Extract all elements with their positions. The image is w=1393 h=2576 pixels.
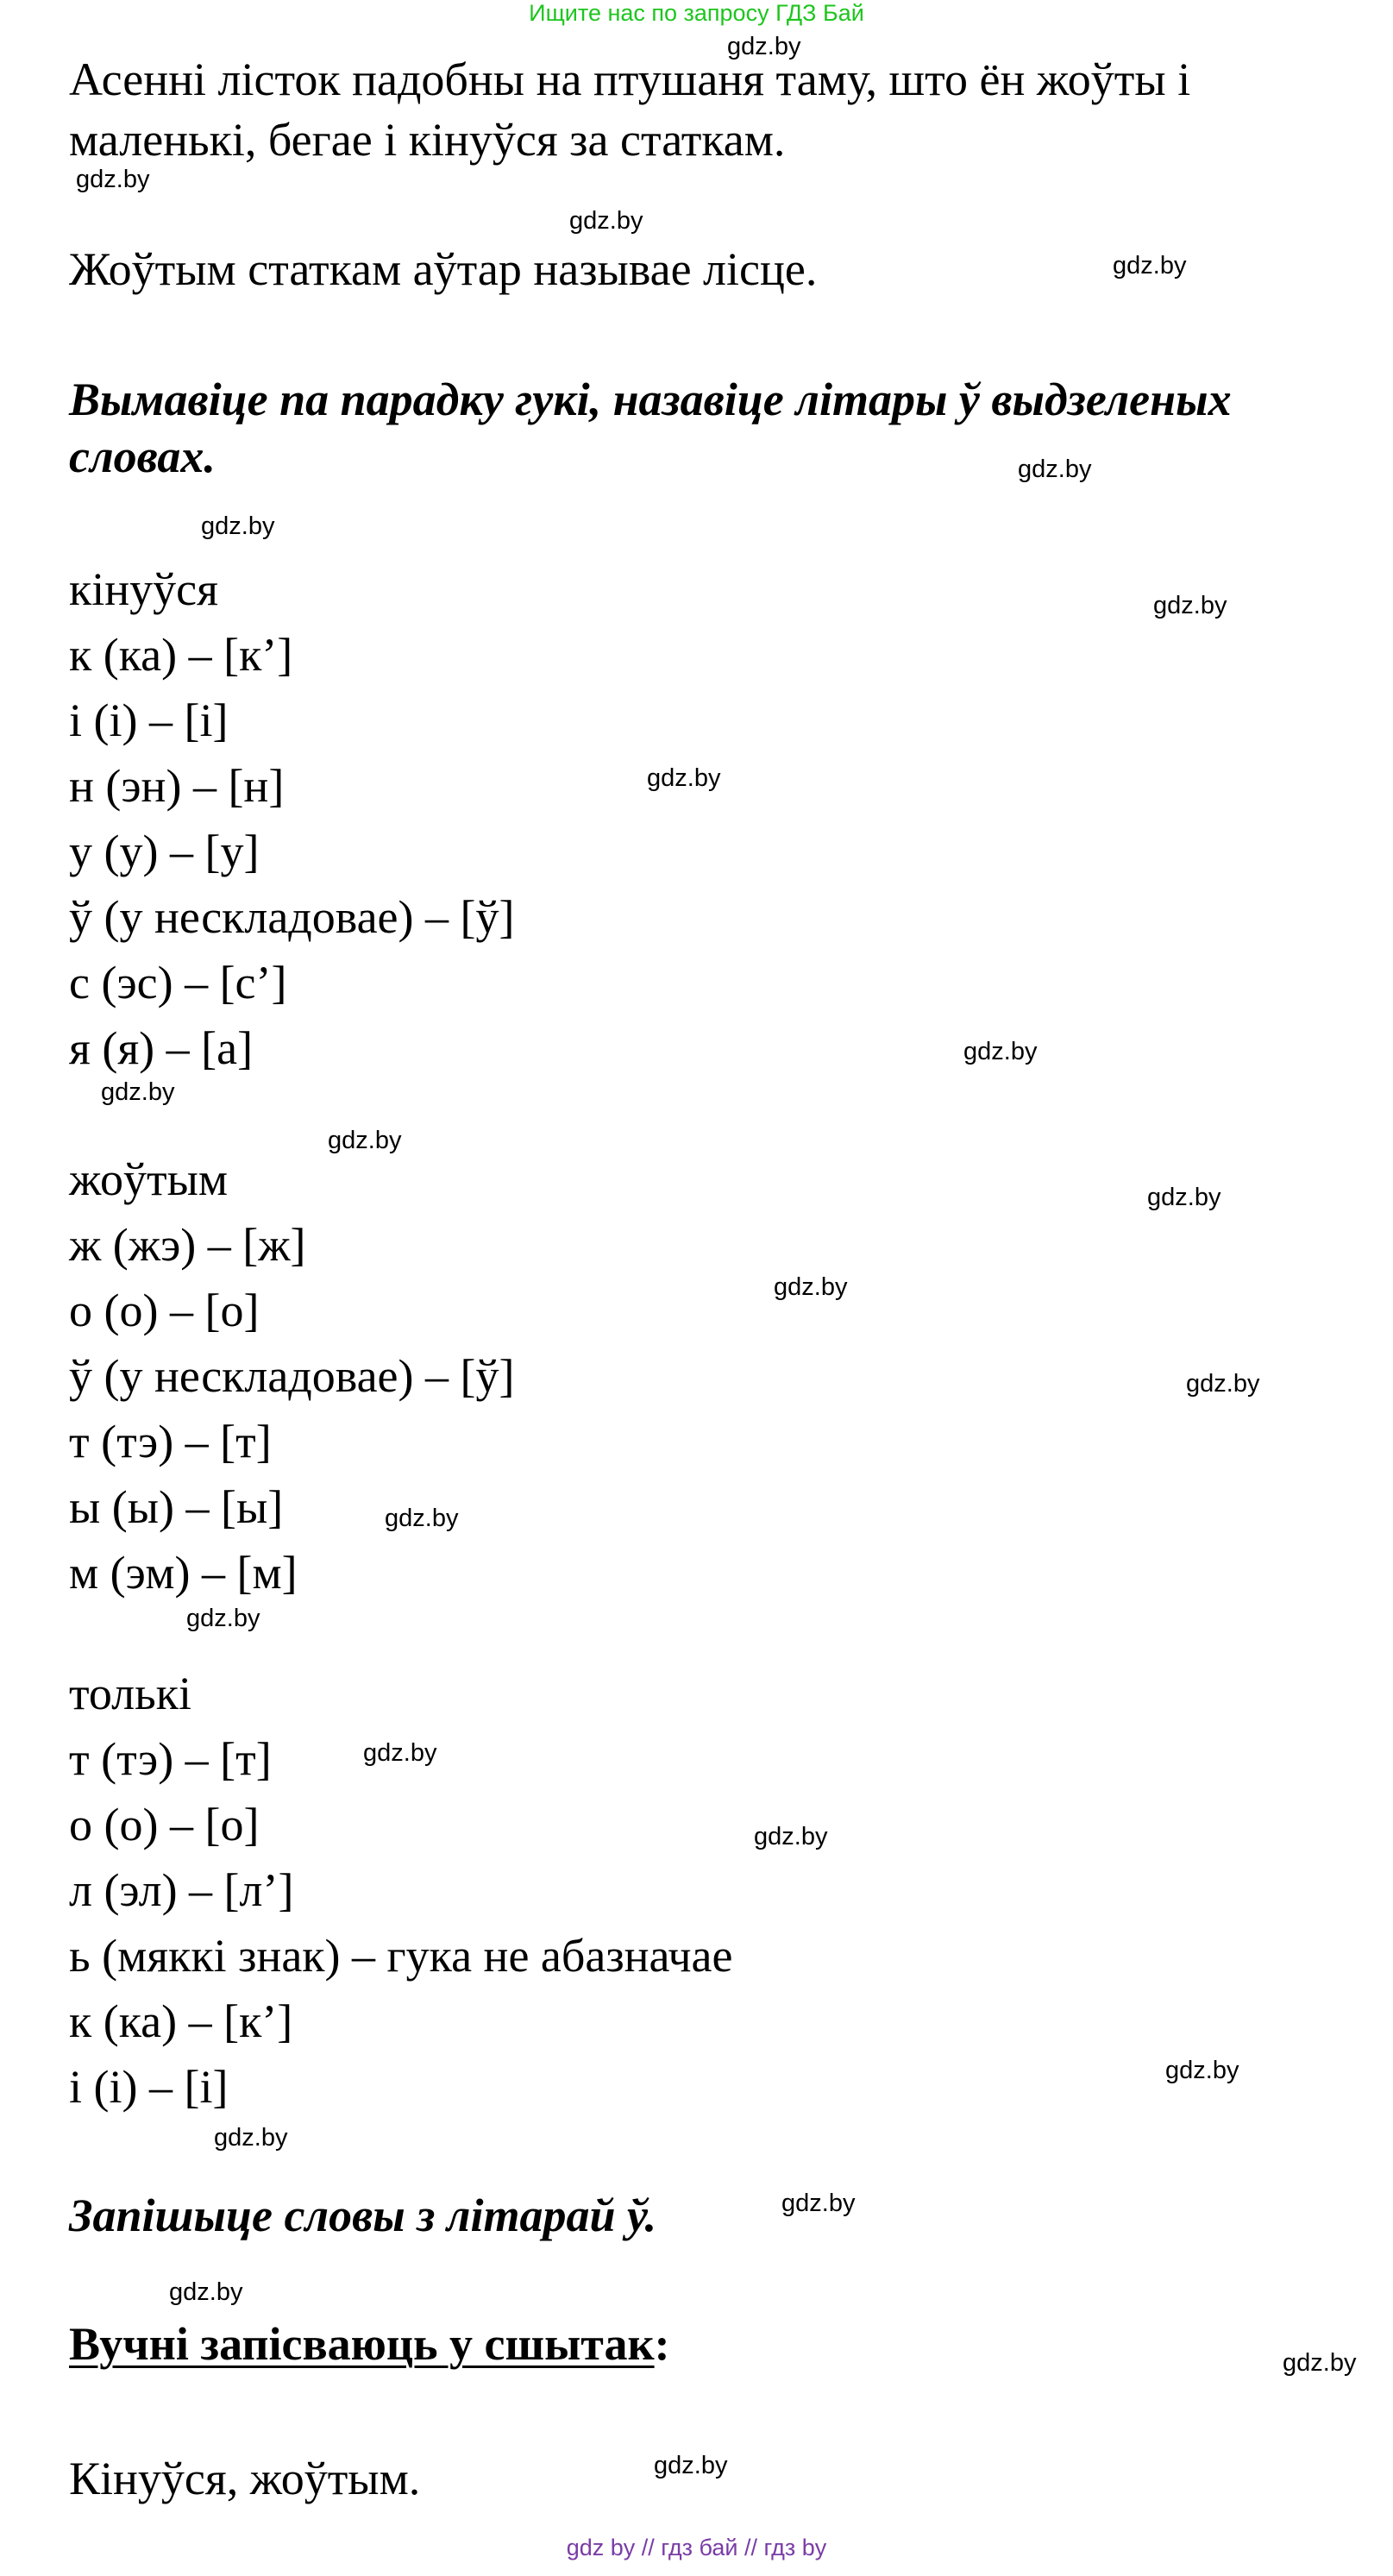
sound-row: я (я) – [а] [69, 1022, 254, 1074]
word-title: кінуўся [69, 563, 218, 615]
watermark: gdz.by [1113, 252, 1187, 280]
task-heading: Запішыце словы з літарай ў. [69, 2190, 657, 2241]
task-heading-line-2: словах. [69, 430, 216, 482]
watermark: gdz.by [774, 1273, 848, 1301]
underlined-text: Вучні запісваюць у сшытак [69, 2318, 655, 2370]
sound-row: к (ка) – [к’] [69, 629, 293, 681]
sound-row: н (эн) – [н] [69, 760, 285, 812]
watermark: gdz.by [201, 512, 275, 540]
watermark: gdz.by [328, 1127, 402, 1154]
students-write-label [69, 2317, 670, 2371]
sound-row: і (і) – [і] [69, 2061, 229, 2113]
sound-row: ж (жэ) – [ж] [69, 1219, 306, 1271]
sound-row: т (тэ) – [т] [69, 1733, 272, 1785]
sound-row: у (у) – [у] [69, 826, 260, 877]
intro-line-1: Асенні лісток падобны на птушаня таму, што ён жоўты і [69, 53, 1191, 105]
sound-row: м (эм) – [м] [69, 1547, 298, 1599]
sound-row: ы (ы) – [ы] [69, 1481, 284, 1533]
watermark: gdz.by [1153, 592, 1227, 619]
watermark: gdz.by [1147, 1184, 1221, 1211]
footer-links: gdz by // гдз бай // гдз by [566, 2535, 827, 2560]
watermark: gdz.by [569, 207, 643, 235]
sound-row: і (і) – [і] [69, 694, 229, 746]
watermark: gdz.by [1186, 1370, 1260, 1398]
word-title: жоўтым [69, 1153, 229, 1205]
word-title: толькі [69, 1668, 191, 1719]
watermark: gdz.by [186, 1605, 260, 1632]
sound-row: к (ка) – [к’] [69, 1995, 293, 2047]
sound-row: о (о) – [о] [69, 1285, 260, 1336]
task-heading-line-1: Вымавіце па парадку гукі, назавіце літары ў выдзеленых [69, 374, 1232, 425]
watermark: gdz.by [727, 33, 801, 60]
answer-text: Кінуўся, жоўтым. [69, 2453, 421, 2504]
intro-line-3: Жоўтым статкам аўтар называе лісце. [69, 243, 818, 295]
watermark: gdz.by [363, 1739, 437, 1767]
intro-line-2: маленькі, бегае і кінуўся за статкам. [69, 114, 786, 166]
sound-row: т (тэ) – [т] [69, 1416, 272, 1467]
watermark: gdz.by [754, 1823, 828, 1850]
watermark: gdz.by [101, 1078, 175, 1106]
watermark: gdz.by [1165, 2057, 1239, 2084]
sound-row: ь (мяккі знак) – гука не абазначае [69, 1930, 733, 1982]
colon: : [654, 2318, 670, 2370]
sound-row: о (о) – [о] [69, 1799, 260, 1850]
sound-row: ў (у нескладовае) – [ў] [69, 891, 515, 943]
watermark: gdz.by [76, 166, 150, 193]
sound-row: с (эс) – [с’] [69, 957, 287, 1008]
watermark: gdz.by [647, 764, 721, 792]
watermark: gdz.by [214, 2124, 288, 2152]
watermark: gdz.by [385, 1505, 459, 1532]
watermark: gdz.by [781, 2190, 856, 2217]
watermark: gdz.by [963, 1038, 1038, 1065]
sound-row: л (эл) – [л’] [69, 1864, 294, 1916]
watermark: gdz.by [1018, 456, 1092, 483]
search-hint-banner: Ищите нас по запросу ГДЗ Бай [529, 0, 864, 26]
sound-row: ў (у нескладовае) – [ў] [69, 1350, 515, 1402]
watermark: gdz.by [654, 2452, 728, 2479]
watermark: gdz.by [169, 2278, 243, 2306]
watermark: gdz.by [1283, 2349, 1357, 2377]
